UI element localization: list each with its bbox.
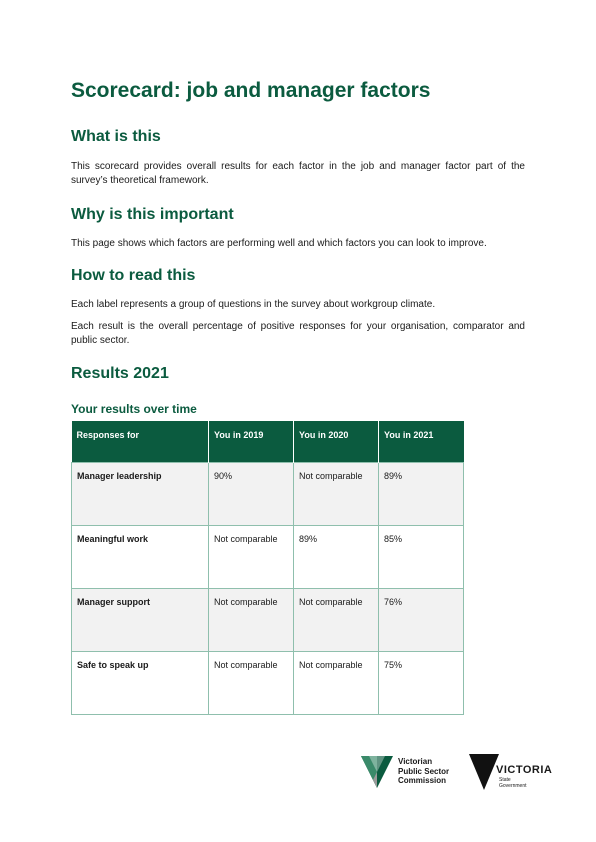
header-responses-for: Responses for: [72, 421, 209, 463]
cell-2020: Not comparable: [294, 463, 379, 526]
cell-2020: 89%: [294, 526, 379, 589]
results-heading: Results 2021: [71, 365, 169, 382]
how-heading: How to read this: [71, 267, 196, 284]
table-row: [72, 463, 464, 526]
cell-2021: 75%: [379, 652, 464, 715]
vpsc-line-3: Commission: [398, 776, 447, 785]
cell-2021: 76%: [379, 589, 464, 652]
cell-2020: Not comparable: [294, 589, 379, 652]
results-subheading: Your results over time: [71, 402, 197, 416]
header-you-2019: You in 2019: [209, 421, 294, 463]
header-you-2020: You in 2020: [294, 421, 379, 463]
cell-2021: 85%: [379, 526, 464, 589]
victoria-sub-2: Government: [499, 783, 527, 789]
row-label: Meaningful work: [72, 526, 209, 589]
table-row: [72, 652, 464, 715]
vpsc-line-2: Public Sector: [398, 766, 450, 776]
victoria-logo-word: VICTORIA: [496, 764, 553, 776]
cell-2019: Not comparable: [209, 589, 294, 652]
header-you-2021: You in 2021: [379, 421, 464, 463]
row-label: Safe to speak up: [72, 652, 209, 715]
results-table: [71, 421, 464, 715]
vpsc-logo-icon: [361, 754, 393, 790]
how-text-2: Each result is the overall percentage of positive responses for your organisation, comparator and public sector.: [71, 321, 525, 346]
page-title: Scorecard: job and manager factors: [71, 79, 431, 102]
cell-2019: 90%: [209, 463, 294, 526]
table-header-row: [72, 421, 464, 463]
how-text-1: Each label represents a group of questions in the survey about workgroup climate.: [71, 299, 436, 310]
vpsc-line-1: Victorian: [398, 757, 433, 766]
cell-2019: Not comparable: [209, 652, 294, 715]
footer-logos: [361, 754, 553, 794]
what-heading: What is this: [71, 128, 161, 145]
table-row: [72, 526, 464, 589]
why-heading: Why is this important: [71, 206, 234, 223]
cell-2020: Not comparable: [294, 652, 379, 715]
row-label: Manager leadership: [72, 463, 209, 526]
table-row: [72, 589, 464, 652]
cell-2019: Not comparable: [209, 526, 294, 589]
victoria-logo-icon: [469, 754, 499, 790]
row-label: Manager support: [72, 589, 209, 652]
victoria-sub-1: State: [499, 777, 511, 783]
vpsc-logo-text: [398, 757, 449, 786]
why-text: This page shows which factors are performing well and which factors you can look to improve.: [71, 238, 487, 249]
victoria-logo-sub: [499, 777, 527, 789]
what-text: This scorecard provides overall results for each factor in the job and manager factor part of the survey’s theoretical framework.: [71, 161, 525, 186]
cell-2021: 89%: [379, 463, 464, 526]
